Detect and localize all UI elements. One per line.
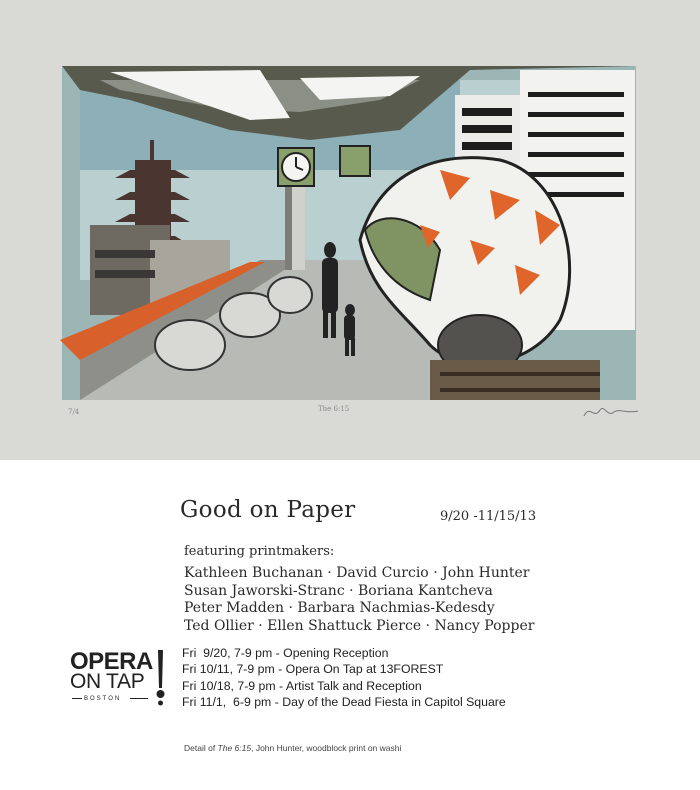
- logo-line-boston: BOSTON: [84, 696, 122, 702]
- caption-prefix: Detail of: [184, 743, 218, 753]
- image-caption: [184, 743, 401, 753]
- artist-list: [184, 565, 534, 635]
- event-item: Fri 10/18, 7-9 pm - Artist Talk and Reception: [182, 678, 422, 693]
- artist-line: Ted Ollier · Ellen Shattuck Pierce · Nancy Popper: [184, 617, 535, 634]
- logo-line-opera: OPERA: [70, 648, 153, 675]
- event-schedule: [182, 645, 506, 711]
- featuring-label: featuring printmakers:: [184, 544, 335, 559]
- event-item: Fri 9/20, 7-9 pm - Opening Reception: [182, 646, 389, 660]
- caption-work-title: The 6:15: [217, 743, 252, 753]
- exhibit-title: Good on Paper: [180, 497, 356, 523]
- event-item: Fri 10/11, 7-9 pm - Opera On Tap at 13FOREST: [182, 662, 444, 677]
- event-item: Fri 11/1, 6-9 pm - Day of the Dead Fiesta in Capitol Square: [182, 695, 506, 710]
- edition-number: 7/4: [68, 408, 80, 416]
- logo-rule: [130, 698, 148, 699]
- artist-line: Susan Jaworski-Stranc · Boriana Kantcheva: [184, 582, 493, 599]
- artist-signature: [582, 402, 642, 422]
- opera-on-tap-logo: [70, 648, 170, 708]
- caption-suffix: , John Hunter, woodblock print on washi: [251, 743, 402, 753]
- artist-line: Kathleen Buchanan · David Curcio · John Hunter: [184, 565, 530, 581]
- print-pencil-title: The 6:15: [318, 405, 350, 413]
- logo-rule: [72, 698, 82, 699]
- logo-line-on-tap: ON TAP: [70, 670, 145, 693]
- exhibit-dates: 9/20 -11/15/13: [440, 509, 537, 524]
- artist-line: Peter Madden · Barbara Nachmias-Kedesdy: [184, 600, 495, 616]
- tap-handle-icon: [154, 650, 166, 706]
